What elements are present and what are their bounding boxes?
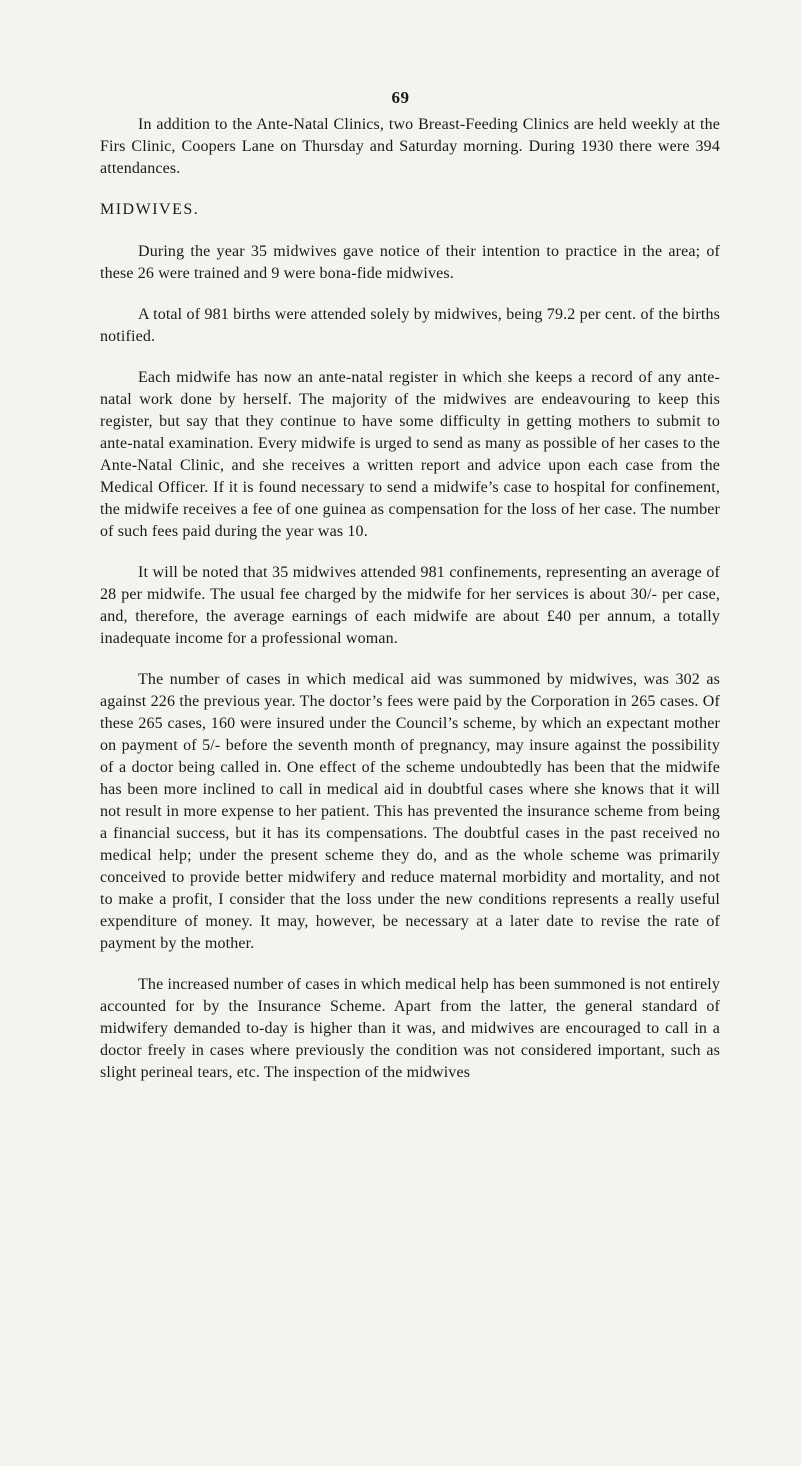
page-number: 69: [391, 88, 410, 107]
document-body: [100, 114, 720, 1103]
paragraph-births-attended: A total of 981 births were attended solely by midwives, being 79.2 per cent. of the births notified.: [100, 306, 720, 345]
paragraph-increased-cases: The increased number of cases in which medical help has been summoned is not entirely accounted for by the Insurance Scheme. Apart from the latter, the general standard of midwifery demanded to-day is higher than it was, and midwives are encouraged to call in a doctor freely in cases where previously the condition was not considered important, such as slight perineal tears, etc. The inspection of the midwives: [100, 976, 720, 1081]
paragraph-midwife-earnings: It will be noted that 35 midwives attended 981 confinements, representing an average of 28 per midwife. The usual fee charged by the midwife for her services is about 30/- per case, and, therefore, the average earnings of each midwife are about £40 per annum, a totally inadequate income for a professional woman.: [100, 564, 720, 647]
paragraph-breast-feeding-clinics: In addition to the Ante-Natal Clinics, two Breast-Feeding Clinics are held weekly at the Firs Clinic, Coopers Lane on Thursday and Saturday morning. During 1930 there were 394 attendances.: [100, 116, 720, 177]
paragraph-midwives-notice: During the year 35 midwives gave notice of their intention to practice in the area; of these 26 were trained and 9 were bona-fide midwives.: [100, 243, 720, 282]
section-heading-midwives: MIDWIVES.: [100, 201, 200, 218]
paragraph-medical-aid: The number of cases in which medical aid was summoned by midwives, was 302 as against 226 the previous year. The doctor’s fees were paid by the Corporation in 265 cases. Of these 265 cases, 160 were insured under the Council’s scheme, by which an expectant mother on payment of 5/- before the seventh month of pregnancy, may insure against the possibility of a doctor being called in. One effect of the scheme undoubtedly has been that the midwife has been more inclined to call in medical aid in doubtful cases where she knows that it will not result in more expense to her patient. This has prevented the insurance scheme from being a financial success, but it has its compensations. The doubtful cases in the past received no medical help; under the present scheme they do, and as the whole scheme was primarily conceived to provide better midwifery and reduce maternal morbidity and mortality, and not to make a profit, I consider that the loss under the new conditions represents a really useful expenditure of money. It may, however, be necessary at a later date to revise the rate of payment by the mother.: [100, 671, 720, 952]
paragraph-ante-natal-register: Each midwife has now an ante-natal register in which she keeps a record of any ante-natal work done by herself. The majority of the midwives are endeavouring to keep this register, but say that they continue to have some difficulty in getting mothers to submit to ante-natal examination. Every midwife is urged to send as many as possible of her cases to the Ante-Natal Clinic, and she receives a written report and advice upon each case from the Medical Officer. If it is found necessary to send a midwife’s case to hospital for confinement, the midwife receives a fee of one guinea as compensation for the loss of her case. The number of such fees paid during the year was 10.: [100, 369, 720, 540]
